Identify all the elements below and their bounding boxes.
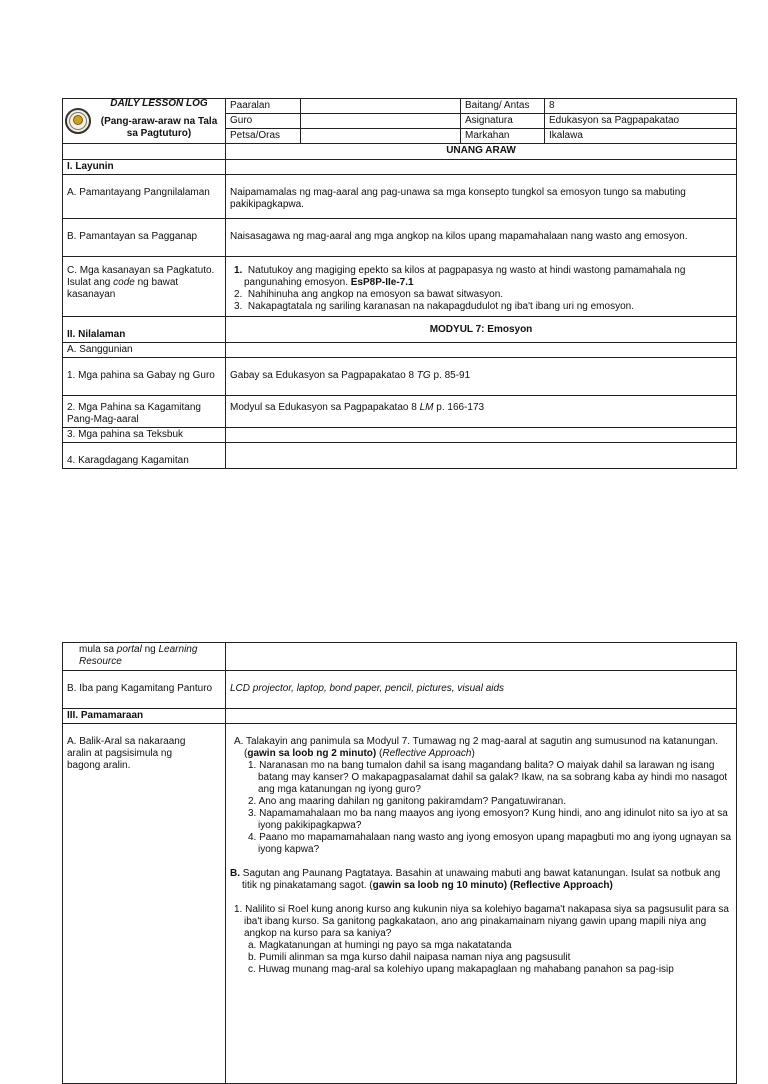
header-label: Asignatura bbox=[461, 114, 545, 129]
header-label: Baitang/ Antas bbox=[461, 99, 545, 114]
header-title: DAILY LESSON LOG bbox=[110, 98, 208, 109]
header-value[interactable]: 8 bbox=[545, 99, 737, 114]
pamantayang-pangnilalaman-value: Naipamamalas ng mag-aaral ang pag-unawa sa mga konsepto tungkol sa emosyon tungo sa mabuting pakikipagkapwa. bbox=[226, 175, 737, 219]
pamantayan-pagganap-label: B. Pamantayan sa Pagganap bbox=[63, 219, 226, 257]
nilalaman-heading: II. Nilalaman bbox=[63, 317, 226, 343]
pamantayan-pagganap-value: Naisasagawa ng mag-aaral ang mga angkop na kilos upang mapamahalaan nang wasto ang emosyon. bbox=[226, 219, 737, 257]
balik-aral-label: A. Balik-Aral sa nakaraang aralin at pagsisimula ng bagong aralin. bbox=[63, 724, 226, 1084]
lesson-log-table-2 bbox=[62, 642, 737, 1084]
header-value[interactable]: Edukasyon sa Pagpapakatao bbox=[545, 114, 737, 129]
list-item: 3. Napamamahalaan mo ba nang maayos ang iyong emosyon? Kung hindi, ano ang idinulot nito sa iyo at sa iyong pakikipagkapwa? bbox=[248, 808, 728, 831]
list-item: 3. Nakapagtatala ng sariling karanasan na nakapagdudulot ng iba't ibang uri ng emosyon. bbox=[234, 301, 634, 312]
header-label: Petsa/Oras bbox=[226, 129, 301, 144]
gabay-guro-label: 1. Mga pahina sa Gabay ng Guro bbox=[63, 358, 226, 396]
gabay-guro-value: Gabay sa Edukasyon sa Pagpapakatao 8 TG p. 85-91 bbox=[226, 358, 737, 396]
karagdagang-kagamitan-label: 4. Karagdagang Kagamitan bbox=[63, 443, 226, 469]
portal-continuation: mula sa portal ng Learning Resource bbox=[63, 643, 226, 671]
list-item: b. Pumili alinman sa mga kurso dahil naipasa naman niya ang pagsusulit bbox=[248, 952, 571, 963]
list-item: 1. Naranasan mo na bang tumalon dahil sa isang magandang balita? O maiyak dahil sa larawan ng isang batang may kanser? O makapagpasalamat dahil sa galak? Ikaw, na sa sobrang kaba ay hindi mo nasagot ang mga katanungan ng iyong guro? bbox=[248, 760, 728, 795]
pamamaraan-heading: III. Pamamaraan bbox=[63, 709, 226, 724]
list-item: 4. Paano mo mapamamahalaan nang wasto ang iyong emosyon upang mapagbuti mo ang iyong ugnayan sa iyong kapwa? bbox=[248, 832, 732, 855]
pamantayang-pangnilalaman-label: A. Pamantayang Pangnilalaman bbox=[63, 175, 226, 219]
kasanayan-list bbox=[226, 257, 737, 317]
header-value[interactable] bbox=[301, 99, 461, 114]
header-subtitle: (Pang-araw-araw na Tala sa Pagtuturo) bbox=[100, 116, 218, 139]
header-label: Paaralan bbox=[226, 99, 301, 114]
kasanayan-label: C. Mga kasanayan sa Pagkatuto. Isulat ang code ng bawat kasanayan bbox=[63, 257, 226, 317]
lesson-log-table-1 bbox=[62, 98, 737, 469]
teksbuk-label: 3. Mga pahina sa Teksbuk bbox=[63, 428, 226, 443]
list-item: 1. Natutukoy ang magiging epekto sa kilos at pagpapasya ng wasto at hindi wastong pamamahala ng pangunahing emosyon. EsP8P-IIe-7.1 bbox=[234, 265, 686, 288]
list-item: 2. Nahihinuha ang angkop na emosyon sa bawat sitwasyon. bbox=[234, 289, 504, 300]
header-value[interactable] bbox=[301, 114, 461, 129]
kagamitang-mag-aaral-label: 2. Mga Pahina sa Kagamitang Pang-Mag-aaral bbox=[63, 396, 226, 428]
sanggunian-heading: A. Sanggunian bbox=[63, 343, 226, 358]
question-1: 1. Nalilito si Roel kung anong kurso ang kukunin niya sa kolehiyo bagama't nakapasa siya sa pagsusulit para sa iba't ibang kurso. Sa ganitong pagkakataon, ano ang pinakamainam niyang gawin upang mapili niya ang angkop na kurso para sa kaniya? bbox=[234, 904, 729, 939]
day-title: UNANG ARAW bbox=[226, 144, 737, 160]
balik-aral-content bbox=[226, 724, 737, 1084]
kagamitang-mag-aaral-value: Modyul sa Edukasyon sa Pagpapakatao 8 LM p. 166-173 bbox=[226, 396, 737, 428]
header-label: Guro bbox=[226, 114, 301, 129]
modyul-title: MODYUL 7: Emosyon bbox=[226, 317, 737, 343]
list-item: 2. Ano ang maaring dahilan ng ganitong pakiramdam? Pangatuwiranan. bbox=[248, 796, 566, 807]
header-value[interactable]: Ikalawa bbox=[545, 129, 737, 144]
header-label: Markahan bbox=[461, 129, 545, 144]
iba-kagamitang-label: B. Iba pang Kagamitang Panturo bbox=[63, 671, 226, 709]
deped-seal-icon bbox=[65, 108, 91, 134]
list-item: a. Magkatanungan at humingi ng payo sa mga nakatatanda bbox=[248, 940, 512, 951]
header-logo-cell bbox=[63, 99, 226, 144]
activity-a-intro: A. Talakayin ang panimula sa Modyul 7. Tumawag ng 2 mag-aaral at sagutin ang sumusunod na katanungan. (gawin sa loob ng 2 minuto) (Reflective Approach) bbox=[234, 736, 719, 759]
header-value[interactable] bbox=[301, 129, 461, 144]
list-item: c. Huwag munang mag-aral sa kolehiyo upang makapaglaan ng mahabang panahon sa pag-isip bbox=[248, 964, 674, 975]
iba-kagamitang-value: LCD projector, laptop, bond paper, pencil, pictures, visual aids bbox=[226, 671, 737, 709]
layunin-heading: I. Layunin bbox=[63, 160, 226, 175]
activity-b-intro: B. Sagutan ang Paunang Pagtataya. Basahin at unawaing mabuti ang bawat katanungan. Isulat sa notbuk ang titik ng pinakatamang sagot. (gawin sa loob ng 10 minuto) (Reflective Approach) bbox=[230, 868, 721, 891]
